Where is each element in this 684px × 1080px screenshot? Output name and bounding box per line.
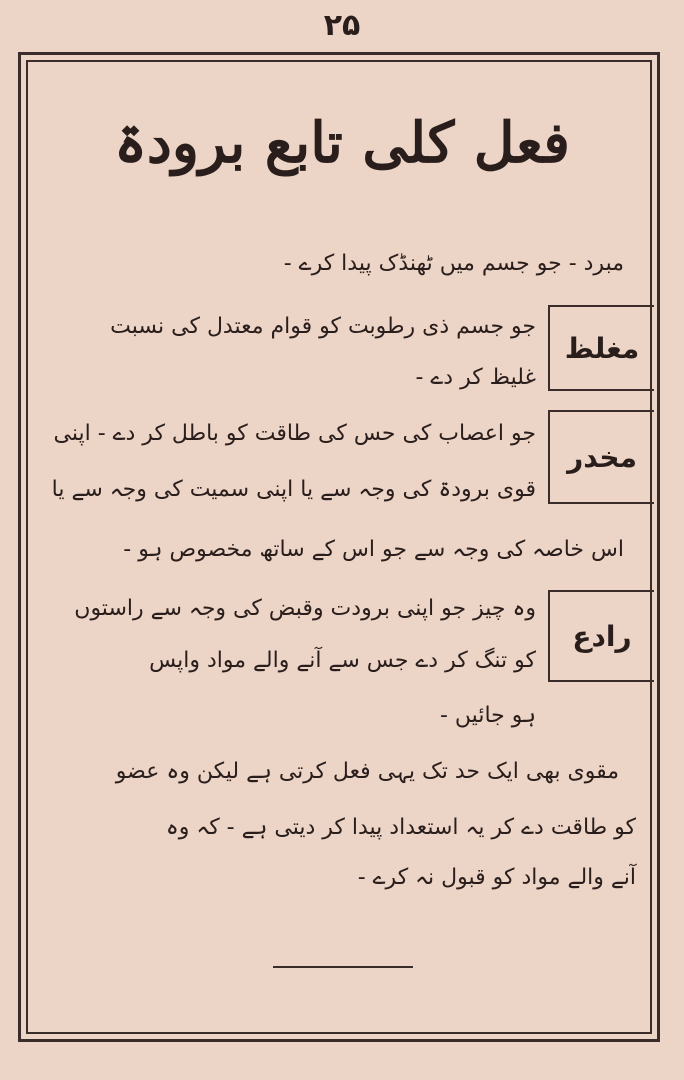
page-title: فعل کلی تابع برودۃ (114, 110, 570, 176)
term-box-mughalliz (548, 305, 654, 391)
entry-line: قوی برودۃ کی وجہ سے یا اپنی سمیت کی وجہ سے یا (51, 477, 536, 502)
entry-line: ہو جائیں - (440, 703, 536, 728)
closing-line: کو طاقت دے کر یہ استعداد پیدا کر دیتی ہے - کہ وہ (165, 815, 636, 840)
end-divider (273, 966, 413, 968)
entry-line: جو جسم ذی رطوبت کو قوام معتدل کی نسبت (110, 314, 536, 339)
closing-line: آنے والے مواد کو قبول نہ کرے - (357, 865, 636, 890)
entry-line: جو اعصاب کی حس کی طاقت کو باطل کر دے - اپنی (53, 421, 536, 446)
intro-line: مبرد - جو جسم میں ٹھنڈک پیدا کرے - (283, 251, 624, 276)
entry-line: غلیظ کر دے - (415, 365, 536, 390)
term-box-mukhaddir (548, 410, 654, 504)
term-box-radi (548, 590, 654, 682)
page-number: ۲۵ (323, 8, 361, 43)
entry-line: اس خاصہ کی وجہ سے جو اس کے ساتھ مخصوص ہو - (123, 537, 624, 562)
term-label: مغلظ (564, 331, 640, 365)
closing-line: مقوی بھی ایک حد تک یہی فعل کرتی ہے لیکن وہ عضو (115, 759, 619, 784)
entry-line: کو تنگ کر دے جس سے آنے والے مواد واپس (149, 648, 536, 673)
term-label: رادع (572, 619, 632, 653)
term-label: مخدر (567, 440, 637, 474)
entry-line: وہ چیز جو اپنی برودت وقبض کی وجہ سے راستوں (74, 596, 536, 621)
